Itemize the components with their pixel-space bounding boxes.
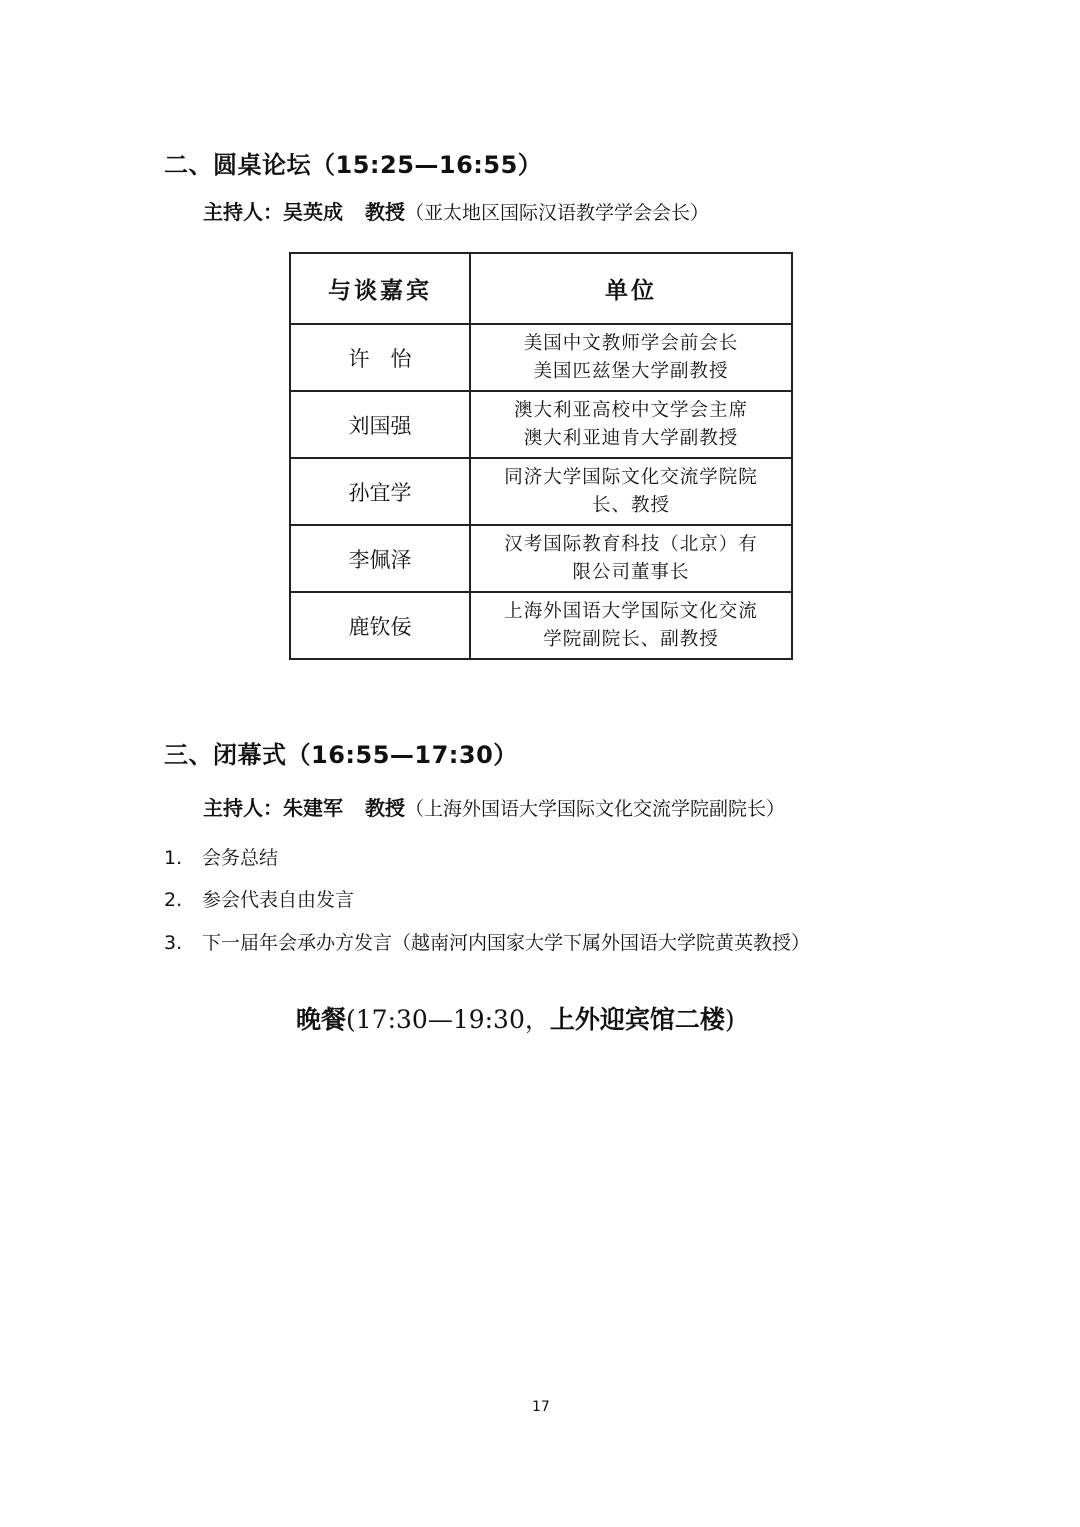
list-item-text: 下一届年会承办方发言 [202,932,393,954]
unit-line: 美国匹兹堡大学副教授 [533,360,729,382]
guest-name: 李佩泽 [290,525,470,592]
host-name: 吴英成 [283,200,343,224]
host-org: （上海外国语大学国际文化交流学院副院长） [405,798,786,820]
list-item-number: 2. [164,889,183,911]
guest-unit [470,324,792,391]
list-item [164,843,278,870]
header-guest: 与谈嘉宾 [290,253,470,324]
dinner-label: 晚餐 [296,1005,347,1034]
host-title: 教授 [365,796,405,820]
unit-line: 澳大利亚迪肯大学副教授 [523,427,739,449]
unit-line: 澳大利亚高校中文学会主席 [513,399,748,421]
host-org: （亚太地区国际汉语教学学会会长） [405,202,710,224]
unit-line: 长、教授 [591,494,670,516]
list-item-text: 参会代表自由发言 [202,889,355,911]
dinner-line [296,1000,735,1036]
header-unit: 单位 [470,253,792,324]
page-number: 17 [532,1399,550,1415]
list-item-number: 3. [164,932,183,954]
guests-table [289,252,793,660]
table-row [290,592,792,659]
unit-line: 限公司董事长 [572,561,690,583]
guest-name: 刘国强 [290,391,470,458]
dinner-time: (17:30—19:30， [346,1005,550,1034]
table-row [290,458,792,525]
guest-unit [470,592,792,659]
list-item-extra: （越南河内国家大学下属外国语大学院黄英教授） [392,932,811,954]
table-row [290,391,792,458]
unit-line: 同济大学国际文化交流学院院 [504,466,758,488]
guest-name: 孙宜学 [290,458,470,525]
dinner-place: 上外迎宾馆二楼 [549,1005,725,1034]
unit-line: 美国中文教师学会前会长 [523,332,739,354]
table-row [290,525,792,592]
list-item-number: 1. [164,847,183,869]
table-row [290,324,792,391]
unit-line: 汉考国际教育科技（北京）有 [504,533,758,555]
list-item [164,928,810,955]
guest-name: 许 怡 [290,324,470,391]
section2-heading: 二、圆桌论坛（15:25—16:55） [164,151,543,179]
section3-heading: 三、闭幕式（16:55—17:30） [164,741,518,769]
host-title: 教授 [365,200,405,224]
dinner-close: ) [724,1005,735,1034]
host-name: 朱建军 [283,796,343,820]
section3-host-line [203,792,785,821]
guest-name: 鹿钦佞 [290,592,470,659]
host-label: 主持人： [203,200,283,224]
table-header-row [290,253,792,324]
list-item-text: 会务总结 [202,847,279,869]
host-label: 主持人： [203,796,283,820]
unit-line: 上海外国语大学国际文化交流 [504,600,758,622]
guest-unit [470,458,792,525]
guest-unit [470,391,792,458]
guest-unit [470,525,792,592]
list-item [164,885,354,912]
unit-line: 学院副院长、副教授 [543,628,719,650]
section2-host-line [203,196,709,225]
